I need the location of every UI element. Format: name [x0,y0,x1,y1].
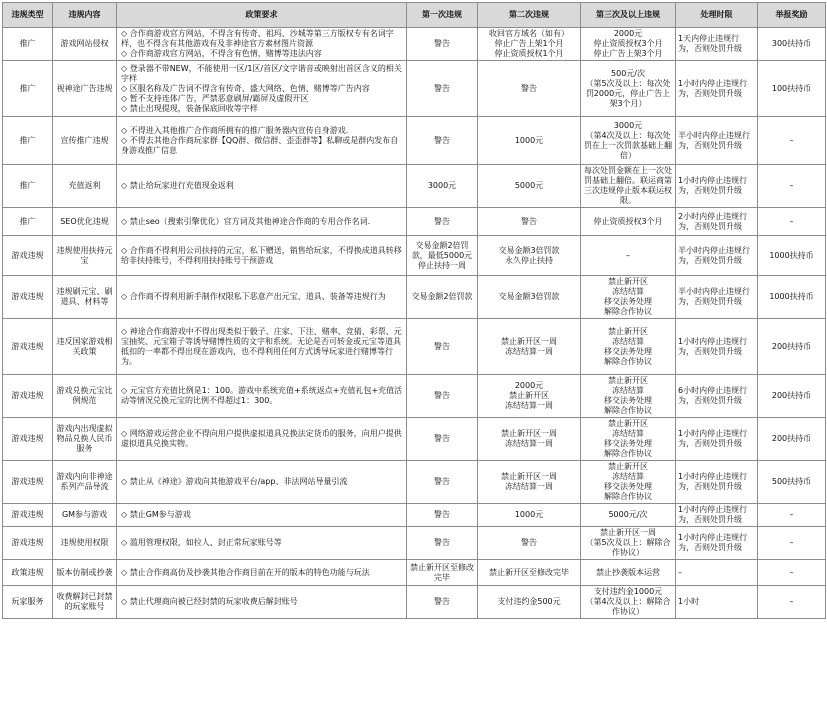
cell-first-violation [407,117,478,165]
cell-reward [758,375,826,418]
cell-line: 3000元 [427,181,457,190]
cell-line: 冻结结算一周 [505,346,553,356]
cell-line: 移交法务处理 [604,439,652,448]
cell-reward [758,28,826,61]
header-violation-type: 违规类型 [3,3,53,28]
table-row [3,61,826,117]
cell-line: – [789,538,794,547]
cell-line: 5000元/次 [608,510,648,519]
cell-second-violation [478,28,581,61]
cell-line: （第5次及以上：每次处罚2000元，停止广告上架3个月） [585,78,671,108]
policy-item: ◇ 禁止出现提现，装备保底回收等字样 [121,103,258,113]
cell-line: 禁止新开区至修改完毕 [489,567,569,577]
cell-third-violation [581,28,676,61]
cell-third-violation [581,208,676,236]
cell-deadline [676,375,758,418]
cell-line: 冻结结算 [612,472,644,481]
cell-second-violation [478,586,581,619]
cell-violation-content: 视神途广告违规 [53,61,117,117]
cell-line: 1小时内停止违规行为，否则处罚升级 [678,429,748,448]
cell-third-violation [581,527,676,560]
cell-policy [117,418,407,461]
cell-reward [758,504,826,527]
cell-line: 1小时内停止违规行为，否则处罚升级 [678,336,748,356]
header-second-violation: 第二次违规 [478,3,581,28]
cell-deadline [676,504,758,527]
cell-line: 2000元 [514,381,544,390]
cell-third-violation [581,61,676,117]
cell-violation-type: 游戏违规 [3,461,53,504]
cell-reward [758,61,826,117]
cell-line: 移交法务处理 [604,297,652,306]
cell-line: 1小时内停止违规行为，否则处罚升级 [678,472,748,491]
table-row [3,165,826,208]
cell-third-violation [581,165,676,208]
cell-violation-type: 推广 [3,165,53,208]
policy-item: ◇ 合作商不得利用公司扶持的元宝，私下赠送，销售给玩家，不得换成道具转移给非扶持账号，不得利用扶持账号干预游戏 [121,245,402,265]
cell-line: （第4次及以上：每次处罚在上一次罚款基础上翻倍） [584,130,672,160]
table-row [3,527,826,560]
cell-line: 交易金额2倍罚款 [411,292,473,301]
cell-first-violation [407,560,478,586]
cell-third-violation [581,461,676,504]
policy-item: ◇ 禁止合作商高仿及抄袭其他合作商目前在开的版本的特色功能与玩法 [121,567,370,577]
cell-line: 警告 [521,538,537,547]
cell-line: 200扶持币 [771,391,812,400]
policy-item: ◇ 区服名称及广告词不得含有传奇、盛大网络、色情、赌博等广告内容 [121,83,370,93]
cell-line: （第4次及以上：解除合作协议） [585,597,671,616]
cell-reward [758,165,826,208]
cell-policy [117,276,407,319]
cell-violation-type: 推广 [3,28,53,61]
header-reward: 举报奖励 [758,3,826,28]
cell-line: – [626,250,630,260]
cell-policy [117,375,407,418]
cell-line: 警告 [434,135,450,145]
policy-item: ◇ 登录器不带NEW，不能使用一区/1区/首区/文字谐音或映射出首区含义的相关字样 [121,63,402,83]
cell-line: 警告 [434,477,450,486]
cell-line: – [678,567,682,577]
cell-line: 半小时内停止违规行为，否则处罚升级 [678,130,750,150]
policy-item: ◇ 禁止seo（搜索引擎优化）官方词及其他神途合作商的专用合作名词. [121,216,371,226]
cell-violation-content: 游戏内向非神途系列产品导流 [53,461,117,504]
cell-deadline [676,236,758,276]
cell-line: 禁止新开区至修改完毕 [410,562,474,582]
policy-item: ◇ 禁止代理商向被已经封禁的玩家收费后解封账号 [121,597,298,606]
cell-violation-type: 推广 [3,208,53,236]
cell-line: – [789,216,794,226]
cell-line: 支付违约金500元 [497,597,561,606]
policy-item: ◇ 滥用管理权限，如拉人、封正常玩家账号等 [121,538,282,547]
cell-violation-type: 推广 [3,117,53,165]
table-header-row [3,3,826,28]
cell-line: 禁止新开区 [608,376,648,385]
cell-violation-type: 游戏违规 [3,375,53,418]
cell-reward [758,319,826,375]
cell-deadline [676,61,758,117]
cell-line: 解除合作协议 [604,356,652,366]
cell-line: 解除合作协议 [604,406,652,415]
cell-line: 移交法务处理 [604,396,652,405]
cell-line: 5000元 [514,181,544,190]
cell-second-violation [478,461,581,504]
cell-first-violation [407,418,478,461]
cell-second-violation [478,504,581,527]
table-row [3,560,826,586]
table-row [3,28,826,61]
cell-line: 500扶持币 [771,477,812,486]
cell-violation-type: 游戏违规 [3,527,53,560]
cell-deadline [676,28,758,61]
header-policy: 政策要求 [117,3,407,28]
cell-third-violation [581,418,676,461]
cell-line: 解除合作协议 [604,307,652,316]
policy-item: ◇ 暂不支持连体广告，严禁恶意刷屏/霸屏及虚假开区 [121,93,309,103]
cell-line: 停止扶持一周 [418,260,466,270]
cell-first-violation [407,319,478,375]
cell-line: – [789,510,794,519]
cell-line: 警告 [434,391,450,400]
cell-policy [117,586,407,619]
cell-violation-type: 游戏违规 [3,236,53,276]
cell-line: 永久停止扶持 [505,255,553,265]
cell-line: 警告 [434,341,450,351]
cell-line: 停止广告上架1个月 [494,39,564,48]
cell-deadline [676,276,758,319]
cell-first-violation [407,375,478,418]
cell-line: 冻结结算 [612,386,644,395]
cell-line: – [789,597,794,606]
cell-line: 禁止新开区 [509,391,549,400]
cell-line: 1小时内停止违规行为，否则处罚升级 [678,176,748,195]
cell-violation-content: GM参与游戏 [53,504,117,527]
cell-line: 1000扶持币 [769,292,814,301]
cell-violation-content: 违规使用权限 [53,527,117,560]
cell-reward [758,418,826,461]
cell-line: （第5次及以上：解除合作协议） [585,538,671,557]
policy-item: ◇ 合作商不得利用新手制作权限私下恶意产出元宝、道具、装备等违规行为 [121,292,386,301]
cell-second-violation [478,418,581,461]
cell-line: 1000元 [514,510,544,519]
cell-violation-content: 宣传推广违规 [53,117,117,165]
cell-line: 冻结结算一周 [505,439,553,448]
cell-violation-content: 违规使用扶持元宝 [53,236,117,276]
table-row [3,208,826,236]
cell-third-violation [581,117,676,165]
cell-line: 警告 [521,216,537,226]
cell-deadline [676,527,758,560]
cell-policy [117,117,407,165]
cell-line: 禁止新开区 [608,277,648,286]
cell-first-violation [407,527,478,560]
cell-line: 禁止新开区一周 [501,429,557,438]
policy-item: ◇ 元宝官方充值比例是1：100。游戏中系统充值+系统返点+充值礼包+充值活动等情况兑换元宝的比例不得超过1：300。 [121,386,403,405]
cell-third-violation [581,586,676,619]
table-row [3,504,826,527]
cell-line: 禁止新开区 [608,419,648,428]
cell-violation-content: 充值返利 [53,165,117,208]
cell-line: 停止资质授权1个月 [494,49,564,58]
cell-line: 禁止新开区 [608,462,648,471]
cell-first-violation [407,28,478,61]
cell-deadline [676,418,758,461]
cell-violation-type: 游戏违规 [3,276,53,319]
table-row [3,418,826,461]
cell-deadline [676,165,758,208]
cell-line: 解除合作协议 [604,492,652,501]
cell-line: 冻结结算 [612,336,644,346]
cell-line: 移交法务处理 [604,346,652,356]
cell-line: 冻结结算 [612,429,644,438]
cell-violation-content: SEO优化违规 [53,208,117,236]
policy-item: ◇ 神途合作商游戏中不得出现类似于骰子、庄家、下注、赌率、竞猜、彩票、元宝抽奖、元宝箱子等诱导赌博性质的文字和系统。无论是否可转金或元宝等道具抵扣的一率都不得出现在游戏内，也不得利用任何方式诱导玩家进行赌博等行为。 [121,326,402,366]
cell-third-violation [581,319,676,375]
cell-line: – [789,181,794,190]
cell-second-violation [478,375,581,418]
cell-policy [117,208,407,236]
cell-line: 500元/次 [611,68,645,78]
table-row [3,236,826,276]
cell-violation-type: 游戏违规 [3,418,53,461]
cell-reward [758,208,826,236]
cell-line: 200扶持币 [771,341,812,351]
cell-line: 1000扶持币 [769,250,814,260]
cell-deadline [676,586,758,619]
cell-line: 支付违约金1000元 [593,587,663,596]
cell-reward [758,236,826,276]
cell-line: 警告 [434,597,450,606]
table-row [3,276,826,319]
policy-item: ◇ 网络游戏运营企业不得向用户提供虚拟道具兑换法定货币的服务，向用户提供虚拟道具兑换实物。 [121,429,402,448]
cell-line: 禁止新开区 [608,326,648,336]
cell-reward [758,586,826,619]
cell-line: 1小时内停止违规行为，否则处罚升级 [678,505,748,524]
cell-line: 300扶持币 [771,39,812,48]
cell-line: 警告 [434,39,450,48]
cell-line: 1小时 [678,597,700,606]
cell-policy [117,319,407,375]
cell-violation-content: 版本仿制或抄袭 [53,560,117,586]
cell-violation-type: 游戏违规 [3,319,53,375]
cell-line: 禁止新开区一周 [501,336,557,346]
cell-violation-content: 游戏内出现虚拟物品兑换人民币服务 [53,418,117,461]
cell-policy [117,461,407,504]
cell-line: 6小时内停止违规行为，否则处罚升级 [678,386,748,405]
cell-third-violation [581,276,676,319]
cell-line: 3000元 [613,120,643,130]
table-row [3,586,826,619]
table-body [3,28,826,619]
cell-line: 100扶持币 [771,83,812,93]
cell-reward [758,461,826,504]
cell-line: 移交法务处理 [604,482,652,491]
header-first-violation: 第一次违规 [407,3,478,28]
cell-violation-type: 游戏违规 [3,504,53,527]
cell-deadline [676,560,758,586]
cell-first-violation [407,586,478,619]
cell-line: 每次处罚金额在上一次处罚基础上翻倍。联运商第三次违规停止版本联运权限。 [584,166,672,205]
cell-line: 解除合作协议 [604,449,652,458]
cell-line: 半小时内停止违规行为，否则处罚升级 [678,287,750,306]
cell-violation-content: 游戏兑换元宝比例规范 [53,375,117,418]
cell-first-violation [407,165,478,208]
cell-line: 交易金额3倍罚款 [498,292,560,301]
policy-item: ◇ 合作商游戏官方网站，不得含有传奇、祖玛、沙城等第三方版权专有名词字样，也不得含有其他游戏有及非神途官方素材图片资源 [121,29,394,48]
cell-line: 1小时内停止违规行为，否则处罚升级 [678,78,748,98]
cell-violation-type: 政策违规 [3,560,53,586]
cell-second-violation [478,236,581,276]
cell-line: 冻结结算 [612,287,644,296]
cell-line: 半小时内停止违规行为，否则处罚升级 [678,245,750,265]
header-deadline: 处理时限 [676,3,758,28]
cell-second-violation [478,319,581,375]
cell-reward [758,560,826,586]
cell-line: 警告 [434,216,450,226]
cell-line: 1天内停止违规行为，否则处罚升级 [678,34,742,53]
cell-third-violation [581,504,676,527]
cell-line: 禁止抄袭版本运营 [596,567,660,577]
cell-second-violation [478,165,581,208]
cell-line: 警告 [521,83,537,93]
cell-violation-content: 违规刷元宝、刷道具、材料等 [53,276,117,319]
cell-violation-content: 游戏网站侵权 [53,28,117,61]
cell-second-violation [478,61,581,117]
cell-line: 1000元 [514,135,544,145]
cell-violation-type: 玩家服务 [3,586,53,619]
cell-line: 警告 [434,434,450,443]
table-row [3,461,826,504]
cell-deadline [676,208,758,236]
cell-policy [117,61,407,117]
cell-line: 200扶持币 [771,434,812,443]
cell-policy [117,504,407,527]
table-row [3,319,826,375]
cell-reward [758,527,826,560]
cell-violation-content: 收费解封已封禁的玩家账号 [53,586,117,619]
policy-item: ◇ 合作商游戏官方网站，不得含有色情，赌博等违法内容 [121,49,322,58]
cell-first-violation [407,461,478,504]
cell-line: – [789,567,794,577]
cell-first-violation [407,61,478,117]
cell-line: 警告 [434,538,450,547]
cell-deadline [676,319,758,375]
cell-line: 2小时内停止违规行为，否则处罚升级 [678,211,748,231]
cell-reward [758,276,826,319]
cell-first-violation [407,236,478,276]
cell-line: 警告 [434,83,450,93]
cell-second-violation [478,208,581,236]
policy-item: ◇ 禁止GM参与游戏 [121,510,191,519]
cell-line: 禁止新开区一周 [501,472,557,481]
cell-line: 2000元 [613,29,643,38]
header-violation-content: 违规内容 [53,3,117,28]
cell-line: 冻结结算一周 [505,482,553,491]
cell-policy [117,560,407,586]
cell-line: 1小时内停止违规行为，否则处罚升级 [678,533,748,552]
cell-first-violation [407,504,478,527]
policy-item: ◇ 禁止从《神途》游戏向其他游戏平台/app、非法网站导量引流 [121,477,348,486]
cell-second-violation [478,117,581,165]
cell-line: 交易金额3倍罚款 [498,245,560,255]
cell-third-violation [581,236,676,276]
cell-line: 冻结结算一周 [505,401,553,410]
cell-first-violation [407,208,478,236]
cell-second-violation [478,527,581,560]
cell-line: 禁止新开区一周 [600,528,656,537]
cell-line: 交易金额2倍罚款，最低5000元 [411,240,473,260]
cell-violation-content: 违反国家游戏相关政策 [53,319,117,375]
cell-third-violation [581,560,676,586]
cell-policy [117,527,407,560]
policy-item: ◇ 禁止给玩家进行充值现金返利 [121,181,234,190]
table-row [3,375,826,418]
violation-policy-table [2,2,826,619]
cell-policy [117,28,407,61]
cell-line: 警告 [434,510,450,519]
cell-violation-type: 推广 [3,61,53,117]
cell-policy [117,165,407,208]
table-row [3,117,826,165]
cell-deadline [676,461,758,504]
cell-policy [117,236,407,276]
cell-first-violation [407,276,478,319]
cell-line: 停止资质授权3个月 [593,216,663,226]
policy-item: ◇ 不得去其他合作商玩家群【QQ群、微信群、歪歪群等】私聊或是群内发布自身游戏推广信息 [121,135,399,155]
cell-third-violation [581,375,676,418]
header-third-violation: 第三次及以上违规 [581,3,676,28]
cell-line: – [789,135,794,145]
cell-second-violation [478,560,581,586]
cell-line: 停止资质授权3个月 [593,39,663,48]
cell-line: 停止广告上架3个月 [593,49,663,58]
cell-reward [758,117,826,165]
cell-line: 收回官方域名（如有） [489,29,569,38]
cell-second-violation [478,276,581,319]
cell-deadline [676,117,758,165]
policy-item: ◇ 不得进入其他推广合作商所拥有的推广服务器内宣传自身游戏. [121,125,349,135]
